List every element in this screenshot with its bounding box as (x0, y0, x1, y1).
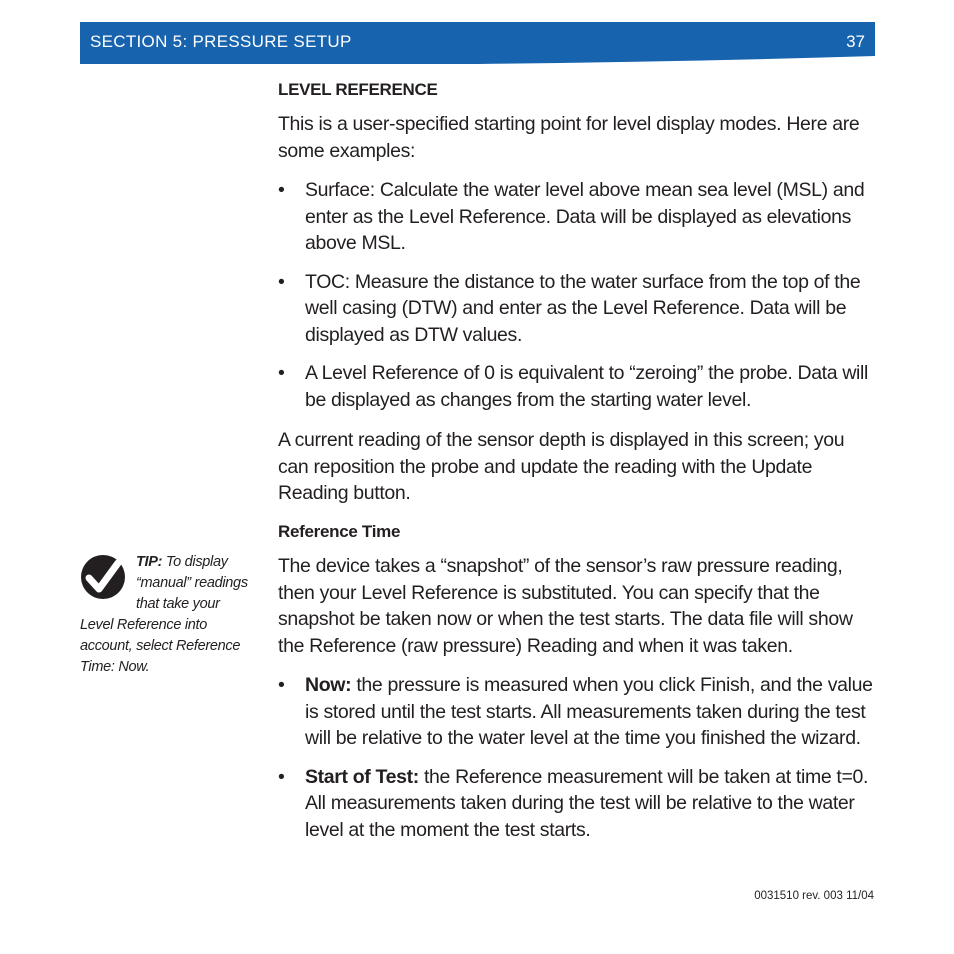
bullet-text: A Level Reference of 0 is equivalent to “zeroing” the probe. Data will be displayed as changes from the starting water level. (305, 362, 868, 411)
tip-line: account, select Reference (80, 638, 241, 654)
tip-line: that take your (136, 596, 220, 612)
level-reference-bullets (278, 177, 878, 425)
tip-line: Time: Now. (80, 659, 150, 675)
list-item (278, 360, 878, 413)
bullet-dot: • (278, 765, 285, 788)
bullet-label: Now: (305, 674, 352, 696)
reference-time-heading: Reference Time (278, 522, 401, 541)
level-reference-closing: A current reading of the sensor depth is displayed in this screen; you can reposition the probe and update the reading with the Update Reading button. (278, 429, 845, 504)
page-number: 37 (846, 32, 865, 51)
bullet-text: TOC: Measure the distance to the water surface from the top of the well casing (DTW) and enter as the Level Reference. Data will be displayed as DTW values. (305, 270, 861, 346)
document-code: 0031510 rev. 003 11/04 (754, 890, 874, 902)
list-item (278, 764, 878, 844)
level-reference-heading: LEVEL REFERENCE (278, 80, 438, 99)
bullet-text: the Reference measurement will be taken at time t=0. All measurements taken during the test will be relative to the water level at the moment the test starts. (305, 765, 869, 841)
reference-time-bullets (278, 672, 878, 855)
bullet-text: Surface: Calculate the water level above mean sea level (MSL) and enter as the Level Reference. Data will be displayed as elevations above MSL. (305, 179, 865, 254)
level-reference-intro: This is a user-specified starting point for level display modes. Here are some examples: (278, 113, 860, 162)
bullet-dot: • (278, 179, 285, 201)
bullet-label: Start of Test: (305, 765, 419, 788)
tip-text: To display (162, 554, 228, 570)
bullet-dot: • (278, 270, 285, 293)
tip-box (80, 552, 260, 678)
list-item (278, 177, 878, 257)
reference-time-intro: The device takes a “snapshot” of the sensor’s raw pressure reading, then your Level Reference is substituted. You can specify that the snapshot be taken now or when the test starts. The data file will show the Reference (raw pressure) Reading and when it was taken. (278, 555, 853, 657)
list-item (278, 269, 878, 349)
tip-line: “manual” readings (136, 575, 248, 591)
tip-label: TIP: (136, 554, 163, 570)
list-item (278, 672, 878, 752)
section-header (80, 22, 875, 64)
tip-line: Level Reference into (80, 617, 207, 633)
bullet-dot: • (278, 362, 285, 384)
section-title: SECTION 5: PRESSURE SETUP (90, 32, 352, 51)
checkmark-circle-icon (80, 554, 126, 600)
bullet-dot: • (278, 674, 285, 696)
bullet-text: the pressure is measured when you click Finish, and the value is stored until the test starts. All measurements taken during the test will be relative to the water level at the time you finished the wizard. (305, 674, 873, 749)
